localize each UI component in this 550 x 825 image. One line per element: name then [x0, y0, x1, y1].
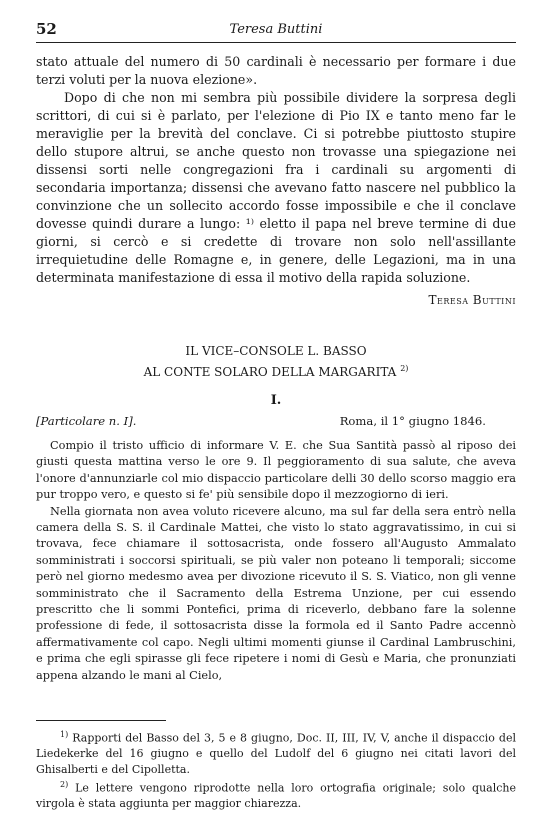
title-footnote-ref: 2)	[400, 364, 409, 373]
paragraph-conclusion: Dopo di che non mi sembra più possibile dividere la sorpresa degli scrittori, di cui si è parlato, per l'elezione di Pio IX e tanto meno far le meraviglie per la brevità del conclave. Ci si potrebbe piuttosto stupire dello stupore altrui, se anche questo non trovasse una spiegazione nei dissensi sorti nelle congregazioni fra i cardinali su argomenti di secondaria importanza; dissensi che avevano fatto nascere nel pubblico la convinzione che un sollecito accordo fosse impossibile e che il conclave dovesse quindi durare a lungo: ¹⁾ eletto il papa nel breve termine di due giorni, si cercò e si credette di trovare non solo nell'assillante irrequietudine delle Romagne e, in genere, delle Legazioni, ma in una determinata manifestazione di essa il motivo della rapida soluzione.	[36, 90, 516, 285]
title-line-2	[36, 360, 516, 381]
footnote-divider	[36, 720, 166, 721]
title-line-1: IL VICE–CONSOLE L. BASSO	[185, 344, 367, 358]
footnote-1-mark: 1)	[60, 730, 69, 740]
letter-classification: [Particolare n. I].	[36, 414, 137, 428]
letter-paragraph: Nella giornata non avea voluto ricevere alcuno, ma sul far della sera entrò nella camera della S. S. il Cardinale Mattei, che visto lo stato aggravatissimo, in cui si trovava, fece chiamare il sottosacrista, onde fossero all'Augusto Ammalato somministrati i soccorsi spirituali, se più valer non poteano li temporali; siccome però nel giorno medesmo avea per divozione ricevuto il S. S. Viatico, non gli venne somministrato che il Sacramento della Estrema Unzione, per cui essendo prescritto che li sommi Pontefici, prima di riceverlo, debbano fare la solenne professione di fede, il sottosacrista disse la formola ed il Santo Padre accennò affermativamente col capo. Negli ultimi momenti giunse il Cardinal Lambruschini, e prima che egli spirasse gli fece ripetere i nomi di Gesù e Maria, che pronunziati appena alzando le mani al Cielo,	[36, 504, 516, 682]
running-title: Teresa Buttini	[229, 22, 323, 37]
footnote-2	[36, 777, 516, 812]
document-title	[36, 343, 516, 381]
page-number: 52	[36, 20, 57, 38]
author-signature: Teresa Buttini	[428, 293, 516, 307]
title-line-2-text: AL CONTE SOLARO DELLA MARGARITA	[143, 365, 397, 379]
footnote-2-mark: 2)	[60, 780, 69, 790]
letter-place-date: Roma, il 1° giugno 1846.	[339, 414, 486, 428]
running-head	[36, 14, 516, 43]
footnote-1	[36, 727, 516, 777]
letter-dateline	[36, 414, 516, 432]
letter-paragraph: Compio il tristo ufficio di informare V. E. che Sua Santità passò al riposo dei giusti questa mattina verso le ore 9. Il peggioramento di sua salute, che aveva l'onore d'annunziarle col mio dispaccio particolare delli 30 dello scorso maggio era pur troppo vero, e questo si fe' più sensibile dopo il mezzogiorno di ieri.	[36, 439, 516, 502]
paragraph-continuation: stato attuale del numero di 50 cardinali è necessario per formare i due terzi voluti per la nuova elezione».	[36, 54, 516, 87]
article-body	[36, 53, 516, 287]
footnote-2-text: Le lettere vengono riprodotte nella loro ortografia originale; solo qualche virgola è stata aggiunta per maggior chiarezza.	[36, 781, 516, 811]
document-page	[36, 14, 516, 812]
letter-numeral: I.	[270, 393, 282, 408]
footnote-1-text: Rapporti del Basso del 3, 5 e 8 giugno, Doc. II, III, IV, V, anche il dispaccio del Liedekerke del 16 giugno e quello del Ludolf del 6 giugno nei citati lavori del Ghisalberti e del Cipolletta.	[36, 731, 516, 776]
letter-body	[36, 438, 516, 684]
footnotes	[36, 727, 516, 812]
